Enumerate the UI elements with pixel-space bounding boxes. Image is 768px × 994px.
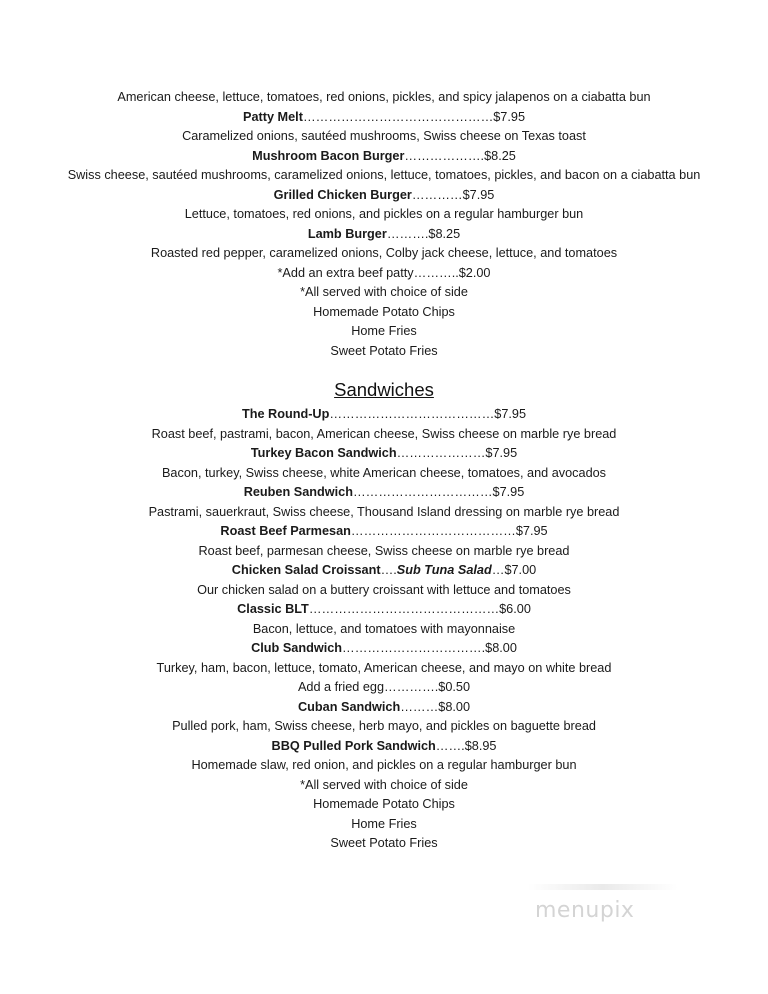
menu-item-name: The Round-Up [241,407,330,421]
menu-item-name: Turkey Bacon Sandwich [250,446,397,460]
menu-item-price: $7.95 [462,187,495,202]
menupix-watermark: menupix [535,898,635,923]
watermark-bar [528,884,678,890]
dot-leader: …………………………… [352,485,493,499]
menu-description: Add a fried egg………….$0.50 [297,680,471,694]
menu-description: American cheese, lettuce, tomatoes, red onions, pickles, and spicy jalapenos on a ciabatta bun [117,90,651,104]
dot-leader: ……………………………………… [308,602,500,616]
menu-item-name: Roast Beef Parmesan [220,524,351,538]
dot-leader: ……… [400,699,439,714]
menu-description: Lettuce, tomatoes, red onions, and pickles on a regular hamburger bun [184,207,584,221]
menu-item [0,186,768,206]
menu-item [0,600,768,620]
menu-item-price: $8.95 [464,738,497,753]
menu-description: Roast beef, pastrami, bacon, American cheese, Swiss cheese on marble rye bread [151,426,617,441]
dot-leader: …. [380,563,397,577]
menu-item-price: $7.95 [494,407,527,421]
menu-item-name: Mushroom Bacon Burger [252,148,405,163]
menu-item-price: $7.95 [493,109,525,124]
burgers-section [0,88,768,361]
dot-leader: ……………………………………… [302,109,494,124]
menu-description: Homemade Potato Chips [313,797,455,811]
menu-description: *Add an extra beef patty………..$2.00 [277,265,491,280]
menu-description: Swiss cheese, sautéed mushrooms, caramelized onions, lettuce, tomatoes, pickles, and bacon on a ciabatta bun [67,168,701,182]
menu-item-price: $8.25 [428,226,461,241]
menu-item-name: BBQ Pulled Pork Sandwich [271,738,436,753]
menu-item-name: Grilled Chicken Burger [273,187,412,202]
menu-description: Sweet Potato Fries [330,343,438,358]
menu-description: Homemade Potato Chips [313,304,455,319]
menu-description: *All served with choice of side [300,285,468,299]
menu-description: Sweet Potato Fries [330,836,438,850]
menu-item-price: $6.00 [499,602,531,616]
dot-leader: ………… [411,187,463,202]
menu-item-price: $7.95 [515,524,548,538]
dot-leader: ………………………………… [329,407,495,421]
menu-description: Bacon, lettuce, and tomatoes with mayonnaise [252,621,516,636]
menu-item-name: Lamb Burger [307,226,387,241]
sandwiches-section [0,405,768,854]
menu-item [0,483,768,503]
dot-leader: ………………… [396,446,486,460]
menu-description: Turkey, ham, bacon, lettuce, tomato, American cheese, and mayo on white bread [156,660,612,675]
menu-item [0,108,768,128]
menu-item-price: $7.95 [492,485,525,499]
menu-item [0,522,768,542]
menu-item [0,147,768,167]
menu-description: Home Fries [351,324,417,338]
menu-item-alternative: Sub Tuna Salad [396,563,492,577]
menu-item [0,444,768,464]
menu-description: Homemade slaw, red onion, and pickles on a regular hamburger bun [191,758,577,772]
menu-description: Roast beef, parmesan cheese, Swiss cheese on marble rye bread [198,543,570,558]
menu-item-name: Club Sandwich [251,641,343,655]
menu-item [0,737,768,757]
menu-item-price: $7.00 [504,563,537,577]
dot-leader: … [491,563,505,577]
menu-item-price: $8.25 [484,148,516,163]
menu-description: Home Fries [351,816,417,831]
menu-content [0,88,768,854]
menu-description: Our chicken salad on a buttery croissant with lettuce and tomatoes [197,582,571,597]
menu-item-price: $7.95 [485,446,518,460]
menu-item-name: Classic BLT [237,602,309,616]
menu-item [0,405,768,425]
menu-item-name: Chicken Salad Croissant [231,563,381,577]
menu-item-price: $8.00 [438,699,471,714]
menu-item [0,225,768,245]
menu-item-name: Reuben Sandwich [243,485,353,499]
dot-leader: ………………. [404,148,485,163]
menu-item [0,561,768,581]
menu-item-price: $8.00 [485,641,517,655]
dot-leader: ……. [435,738,465,753]
menu-description: Caramelized onions, sautéed mushrooms, Swiss cheese on Texas toast [182,129,586,143]
menu-item-name: Cuban Sandwich [297,699,401,714]
menu-description: Pulled pork, ham, Swiss cheese, herb mayo, and pickles on baguette bread [172,719,596,733]
menu-description: Roasted red pepper, caramelized onions, Colby jack cheese, lettuce, and tomatoes [150,246,618,260]
dot-leader: ………………………………… [350,524,516,538]
dot-leader: ……………………………. [342,641,486,655]
menu-item [0,698,768,718]
menu-description: Pastrami, sauerkraut, Swiss cheese, Thousand Island dressing on marble rye bread [148,504,620,519]
sandwiches-heading: Sandwiches [334,379,434,400]
menu-description: Bacon, turkey, Swiss cheese, white American cheese, tomatoes, and avocados [161,465,607,480]
dot-leader: ………. [386,226,429,241]
menu-item [0,639,768,659]
menu-description: *All served with choice of side [300,777,468,792]
menu-item-name: Patty Melt [243,109,303,124]
